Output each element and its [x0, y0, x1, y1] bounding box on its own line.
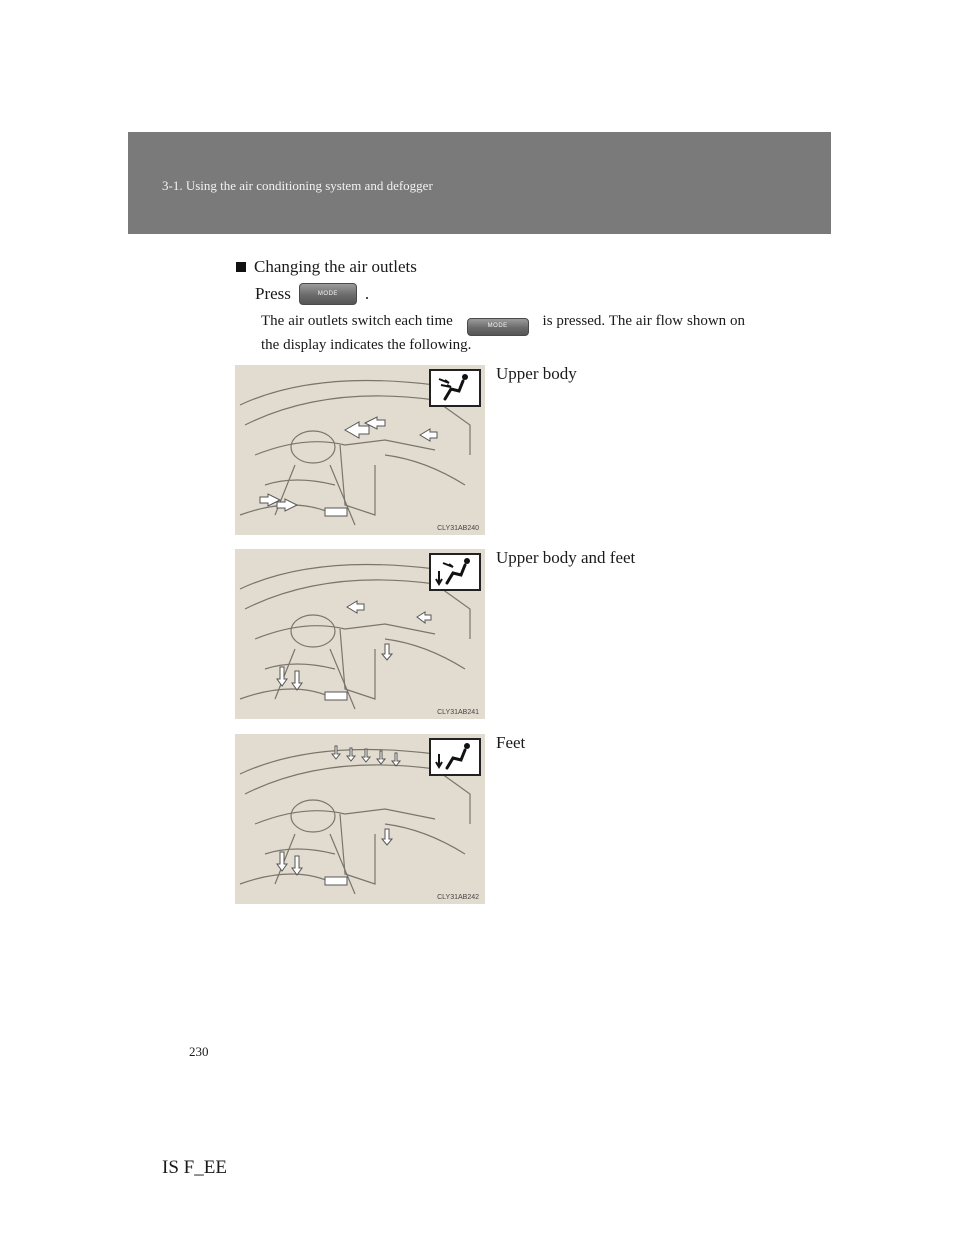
- header-band: [128, 132, 831, 234]
- footer-code: IS F_EE: [162, 1157, 227, 1178]
- press-instruction: [255, 283, 369, 305]
- press-suffix: .: [364, 284, 370, 303]
- upper-body-feet-airflow-icon: [429, 553, 481, 591]
- page-number: 230: [189, 1044, 209, 1059]
- section-title: 3-1. Using the air conditioning system and defogger: [162, 178, 433, 193]
- press-prefix: Press: [255, 284, 291, 303]
- mode-label-upper-body-and-feet: Upper body and feet: [496, 548, 636, 567]
- mode-label-upper-body: Upper body: [496, 364, 577, 383]
- description-part2: is pressed. The air flow shown on the display indicates the following.: [261, 313, 746, 353]
- mode-button-image: MODE: [299, 283, 357, 305]
- figure-feet: [235, 734, 485, 904]
- figure-upper-body-feet: [235, 549, 485, 719]
- description-paragraph: [261, 312, 745, 355]
- mode-button-image: MODE: [467, 318, 529, 336]
- figure-code: CLY31AB240: [437, 525, 479, 532]
- feet-airflow-icon: [429, 738, 481, 776]
- section-heading-text: Changing the air outlets: [254, 257, 417, 276]
- figure-code: CLY31AB241: [437, 709, 479, 716]
- figure-code: CLY31AB242: [437, 894, 479, 901]
- figure-upper-body: [235, 365, 485, 535]
- mode-label-feet: Feet: [496, 733, 526, 752]
- upper-body-airflow-icon: [429, 369, 481, 407]
- description-part1: The air outlets switch each time: [261, 313, 453, 329]
- square-bullet-icon: [236, 262, 246, 272]
- section-heading: [236, 257, 417, 277]
